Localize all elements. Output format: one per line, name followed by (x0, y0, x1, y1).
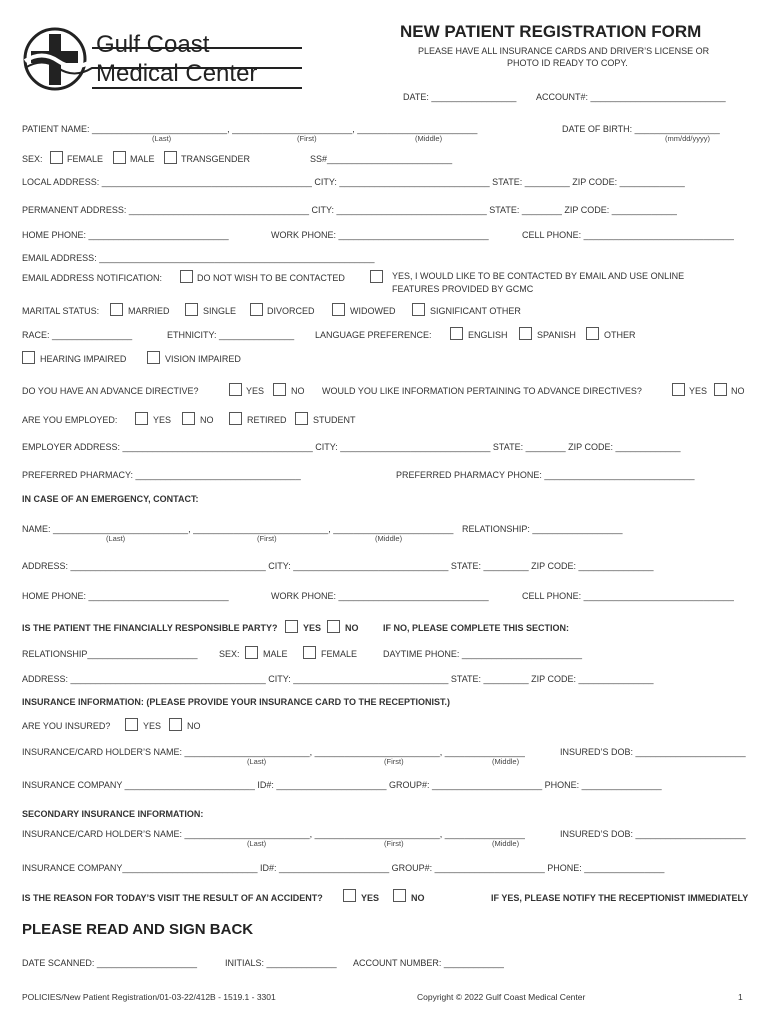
logo-text-line2: Medical Center (96, 60, 258, 87)
emergency-relationship-field[interactable]: RELATIONSHIP: __________________ (462, 524, 623, 534)
header-note-1: PLEASE HAVE ALL INSURANCE CARDS AND DRIVER’S LICENSE OR (418, 46, 710, 56)
employer-address-field[interactable]: EMPLOYER ADDRESS: ______________________________________ CITY: ______________________________ STATE: ________ ZIP CODE: _____________ (22, 442, 681, 452)
no-contact-checkbox[interactable] (180, 270, 193, 283)
form-title: NEW PATIENT REGISTRATION FORM (400, 22, 702, 41)
insured-yes-label: YES (143, 721, 162, 731)
hearing-impaired-label: HEARING IMPAIRED (40, 354, 127, 364)
emergency-heading: IN CASE OF AN EMERGENCY, CONTACT: (22, 494, 199, 504)
responsible-male-label: MALE (263, 649, 288, 659)
responsible-question: IS THE PATIENT THE FINANCIALLY RESPONSIBLE PARTY? (22, 623, 278, 633)
secondary-first-label: (First) (384, 839, 404, 848)
divorced-checkbox[interactable] (250, 303, 263, 316)
yes-contact-label-2: FEATURES PROVIDED BY GCMC (392, 284, 534, 294)
pharmacy-field[interactable]: PREFERRED PHARMACY: _________________________________ (22, 470, 301, 480)
secondary-holder-name-field[interactable]: INSURANCE/CARD HOLDER’S NAME: _________________________, _________________________, ________________ (22, 829, 525, 839)
gcmc-logo (22, 26, 302, 94)
single-checkbox[interactable] (185, 303, 198, 316)
insured-yes-checkbox[interactable] (125, 718, 138, 731)
emergency-cell-phone-field[interactable]: CELL PHONE: ______________________________ (522, 591, 734, 601)
secondary-insured-dob-field[interactable]: INSURED’S DOB: ______________________ (560, 829, 746, 839)
responsible-relationship-field[interactable]: RELATIONSHIP______________________ (22, 649, 198, 659)
spanish-checkbox[interactable] (519, 327, 532, 340)
hearing-impaired-checkbox[interactable] (22, 351, 35, 364)
emergency-work-phone-field[interactable]: WORK PHONE: ______________________________ (271, 591, 489, 601)
dob-format: (mm/dd/yyyy) (665, 134, 710, 143)
advance-directive-label: DO YOU HAVE AN ADVANCE DIRECTIVE? (22, 386, 199, 396)
race-field[interactable]: RACE: ________________ (22, 330, 133, 340)
english-checkbox[interactable] (450, 327, 463, 340)
advance-info-no-checkbox[interactable] (714, 383, 727, 396)
vision-impaired-checkbox[interactable] (147, 351, 160, 364)
account-field[interactable]: ACCOUNT#: ___________________________ (536, 92, 726, 102)
significant-other-label: SIGNIFICANT OTHER (430, 306, 521, 316)
emergency-address-field[interactable]: ADDRESS: _______________________________________ CITY: _______________________________ STATE: _________ ZIP CODE: _______________ (22, 561, 654, 571)
ethnicity-field[interactable]: ETHNICITY: _______________ (167, 330, 295, 340)
no-contact-label: DO NOT WISH TO BE CONTACTED (197, 273, 345, 283)
sign-back-heading: PLEASE READ AND SIGN BACK (22, 921, 254, 938)
emergency-first-label: (First) (257, 534, 277, 543)
accident-notify: IF YES, PLEASE NOTIFY THE RECEPTIONIST IMMEDIATELY (491, 893, 749, 903)
secondary-middle-label: (Middle) (492, 839, 520, 848)
employed-no-label: NO (200, 415, 214, 425)
yes-contact-checkbox[interactable] (370, 270, 383, 283)
accident-yes-checkbox[interactable] (343, 889, 356, 902)
significant-other-checkbox[interactable] (412, 303, 425, 316)
insured-no-label: NO (187, 721, 201, 731)
label-first: (First) (297, 134, 317, 143)
insured-dob-field[interactable]: INSURED’S DOB: ______________________ (560, 747, 746, 757)
holder-first-label: (First) (384, 757, 404, 766)
initials-field[interactable]: INITIALS: ______________ (225, 958, 337, 968)
holder-name-field[interactable]: INSURANCE/CARD HOLDER’S NAME: _________________________, _________________________, ________________ (22, 747, 525, 757)
holder-middle-label: (Middle) (492, 757, 520, 766)
female-label: FEMALE (67, 154, 104, 164)
responsible-yes-label: YES (303, 623, 322, 633)
responsible-daytime-phone-field[interactable]: DAYTIME PHONE: ________________________ (383, 649, 582, 659)
student-checkbox[interactable] (295, 412, 308, 425)
emergency-last-label: (Last) (106, 534, 126, 543)
male-label: MALE (130, 154, 155, 164)
employed-yes-checkbox[interactable] (135, 412, 148, 425)
other-language-label: OTHER (604, 330, 636, 340)
vision-impaired-label: VISION IMPAIRED (165, 354, 241, 364)
responsible-sex-label: SEX: (219, 649, 240, 659)
date-scanned-field[interactable]: DATE SCANNED: ____________________ (22, 958, 197, 968)
married-checkbox[interactable] (110, 303, 123, 316)
footer-policy: POLICIES/New Patient Registration/01-03-22/412B - 1519.1 - 3301 (22, 992, 276, 1002)
cell-phone-field[interactable]: CELL PHONE: ______________________________ (522, 230, 734, 240)
logo-text-line1: Gulf Coast (96, 31, 210, 58)
yes-contact-label-1: YES, I WOULD LIKE TO BE CONTACTED BY EMAIL AND USE ONLINE (392, 271, 685, 281)
label-middle: (Middle) (415, 134, 443, 143)
insurance-company-field[interactable]: INSURANCE COMPANY __________________________ ID#: ______________________ GROUP#: ______________________ PHONE: ________________ (22, 780, 662, 790)
footer-page-number: 1 (738, 992, 743, 1002)
insured-no-checkbox[interactable] (169, 718, 182, 731)
advance-no-label: NO (291, 386, 305, 396)
female-checkbox[interactable] (50, 151, 63, 164)
employed-yes-label: YES (153, 415, 172, 425)
home-phone-field[interactable]: HOME PHONE: ____________________________ (22, 230, 229, 240)
employed-no-checkbox[interactable] (182, 412, 195, 425)
footer-copyright: Copyright © 2022 Gulf Coast Medical Center (417, 992, 586, 1002)
responsible-ifno: IF NO, PLEASE COMPLETE THIS SECTION: (383, 623, 570, 633)
advance-info-yes-label: YES (689, 386, 708, 396)
advance-info-label: WOULD YOU LIKE INFORMATION PERTAINING TO ADVANCE DIRECTIVES? (322, 386, 642, 396)
responsible-male-checkbox[interactable] (245, 646, 258, 659)
responsible-no-checkbox[interactable] (327, 620, 340, 633)
patient-name-field[interactable]: PATIENT NAME: ___________________________, ________________________, ________________________ (22, 124, 478, 134)
holder-last-label: (Last) (247, 757, 267, 766)
secondary-insurance-heading: SECONDARY INSURANCE INFORMATION: (22, 809, 204, 819)
employed-label: ARE YOU EMPLOYED: (22, 415, 118, 425)
email-notification-label: EMAIL ADDRESS NOTIFICATION: (22, 273, 163, 283)
transgender-label: TRANSGENDER (181, 154, 251, 164)
date-field[interactable]: DATE: _________________ (403, 92, 517, 102)
marital-label: MARITAL STATUS: (22, 306, 100, 316)
responsible-no-label: NO (345, 623, 359, 633)
emergency-home-phone-field[interactable]: HOME PHONE: ____________________________ (22, 591, 229, 601)
divorced-label: DIVORCED (267, 306, 315, 316)
insurance-heading: INSURANCE INFORMATION: (PLEASE PROVIDE YOUR INSURANCE CARD TO THE RECEPTIONIST.) (22, 697, 451, 707)
work-phone-field[interactable]: WORK PHONE: ______________________________ (271, 230, 489, 240)
sex-label: SEX: (22, 154, 43, 164)
advance-yes-checkbox[interactable] (229, 383, 242, 396)
emergency-name-field[interactable]: NAME: ___________________________, ___________________________, ________________________ (22, 524, 454, 534)
accident-no-label: NO (411, 893, 425, 903)
label-last: (Last) (152, 134, 172, 143)
advance-info-yes-checkbox[interactable] (672, 383, 685, 396)
student-label: STUDENT (313, 415, 356, 425)
header-note-2: PHOTO ID READY TO COPY. (507, 58, 628, 68)
dob-field[interactable]: DATE OF BIRTH: _________________ (562, 124, 720, 134)
advance-info-no-label: NO (731, 386, 745, 396)
accident-question: IS THE REASON FOR TODAY’S VISIT THE RESULT OF AN ACCIDENT? (22, 893, 323, 903)
insured-label: ARE YOU INSURED? (22, 721, 111, 731)
advance-yes-label: YES (246, 386, 265, 396)
pharmacy-phone-field[interactable]: PREFERRED PHARMACY PHONE: ______________________________ (396, 470, 695, 480)
account-number-field[interactable]: ACCOUNT NUMBER: ____________ (353, 958, 504, 968)
retired-checkbox[interactable] (229, 412, 242, 425)
other-language-checkbox[interactable] (586, 327, 599, 340)
english-label: ENGLISH (468, 330, 508, 340)
permanent-address-field[interactable]: PERMANENT ADDRESS: ____________________________________ CITY: ______________________________ STATE: ________ ZIP CODE: _____________ (22, 205, 677, 215)
widowed-label: WIDOWED (350, 306, 396, 316)
responsible-female-label: FEMALE (321, 649, 358, 659)
local-address-field[interactable]: LOCAL ADDRESS: __________________________________________ CITY: ______________________________ STATE: _________ ZIP CODE: _____________ (22, 177, 685, 187)
retired-label: RETIRED (247, 415, 287, 425)
widowed-checkbox[interactable] (332, 303, 345, 316)
language-label: LANGUAGE PREFERENCE: (315, 330, 432, 340)
transgender-checkbox[interactable] (164, 151, 177, 164)
male-checkbox[interactable] (113, 151, 126, 164)
secondary-insurance-company-field[interactable]: INSURANCE COMPANY___________________________ ID#: ______________________ GROUP#: ______________________ PHONE: ________________ (22, 863, 665, 873)
responsible-address-field[interactable]: ADDRESS: _______________________________________ CITY: _______________________________ STATE: _________ ZIP CODE: _______________ (22, 674, 654, 684)
spanish-label: SPANISH (537, 330, 576, 340)
advance-no-checkbox[interactable] (273, 383, 286, 396)
emergency-middle-label: (Middle) (375, 534, 403, 543)
accident-no-checkbox[interactable] (393, 889, 406, 902)
responsible-yes-checkbox[interactable] (285, 620, 298, 633)
married-label: MARRIED (128, 306, 170, 316)
secondary-last-label: (Last) (247, 839, 267, 848)
email-field[interactable]: EMAIL ADDRESS: _______________________________________________________ (22, 253, 375, 263)
ssn-field[interactable]: SS#_________________________ (310, 154, 453, 164)
responsible-female-checkbox[interactable] (303, 646, 316, 659)
single-label: SINGLE (203, 306, 237, 316)
accident-yes-label: YES (361, 893, 380, 903)
